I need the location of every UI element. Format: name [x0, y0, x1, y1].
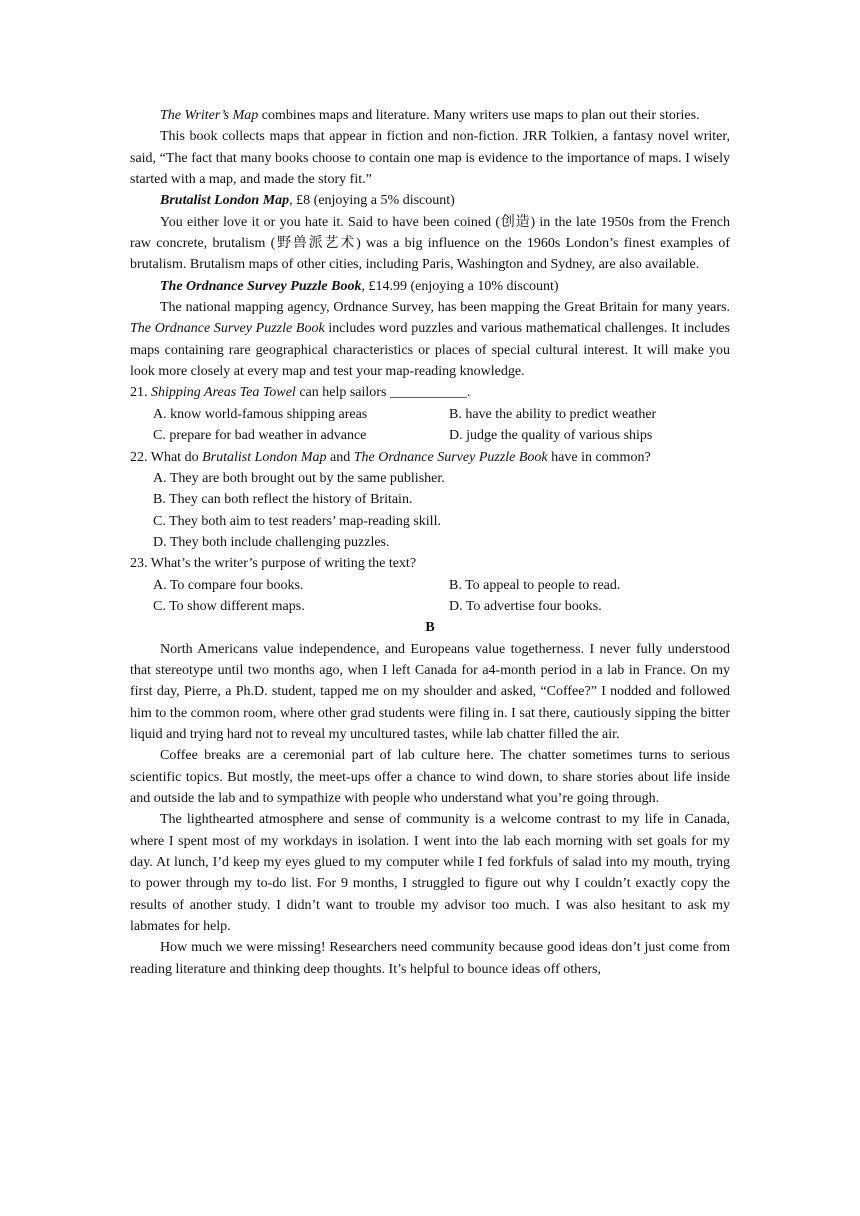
- paragraph: You either love it or you hate it. Said to have been coined (创造) in the late 1950s from the French raw concrete, brutalism (野兽派艺术) was a big influence on the 1960s London’s finest examples of brutalism. Brutalism maps of other cities, including Paris, Washington and Sydney, are also available.: [130, 214, 730, 273]
- question-23: 23. What’s the writer’s purpose of writing the text?: [130, 556, 417, 572]
- option: B. To appeal to people to read.: [449, 577, 621, 593]
- paragraph: North Americans value independence, and Europeans value togetherness. I never fully understood that stereotype until two months ago, when I left Canada for a4-month period in a lab in France. On my first day, Pierre, a Ph.D. student, tapped me on my shoulder and asked, “Coffee?” I nodded and followed him to the common room, where other grad students were filing in. I sat there, cautiously sipping the bitter liquid and trying hard not to reveal my uncultured tastes, while lab chatter filled the air.: [130, 641, 730, 742]
- option: A. They are both brought out by the same publisher.: [153, 470, 445, 486]
- option: B. have the ability to predict weather: [449, 406, 657, 422]
- option: D. They both include challenging puzzles.: [153, 534, 390, 550]
- paragraph: The lighthearted atmosphere and sense of community is a welcome contrast to my life in Canada, where I spent most of my workdays in isolation. I went into the lab each morning with set goals for my day. At lunch, I’d keep my eyes glued to my computer while I fed forkfuls of salad into my mouth, trying to power through my to-do list. For 9 months, I struggled to figure out why I couldn’t exactly copy the results of another study. I didn’t want to trouble my advisor too much. I was also hesitant to ask my labmates for help.: [130, 812, 730, 935]
- paragraph: The national mapping agency, Ordnance Survey, has been mapping the Great Britain for many years. The Ordnance Survey Puzzle Book includes word puzzles and various mathematical challenges. It includes maps containing rare geographical characteristics or places of special cultural interest. It will make you look more closely at every map and test your map-reading knowledge.: [130, 300, 730, 380]
- option: C. They both aim to test readers’ map-reading skill.: [153, 513, 441, 529]
- paragraph: The Writer’s Map combines maps and literature. Many writers use maps to plan out their stories.: [160, 108, 700, 123]
- paragraph: This book collects maps that appear in fiction and non-fiction. JRR Tolkien, a fantasy novel writer, said, “The fact that many books choose to contain one map is evidence to the importance of maps. I wisely started with a map, and made the story fit.”: [130, 129, 730, 188]
- document-page: [130, 105, 730, 980]
- options-row: [130, 404, 730, 425]
- question-21: 21. Shipping Areas Tea Towel can help sailors ___________.: [130, 385, 471, 401]
- option: C. prepare for bad weather in advance: [153, 428, 367, 444]
- paragraph: How much we were missing! Researchers need community because good ideas don’t just come from reading literature and thinking deep thoughts. It’s helpful to bounce ideas off others,: [130, 940, 730, 977]
- paragraph: Coffee breaks are a ceremonial part of lab culture here. The chatter sometimes turns to serious scientific topics. But mostly, the meet-ups offer a chance to wind down, to share stories about life inside and outside the lab and to sympathize with people who understand what you’re going through.: [130, 748, 730, 806]
- book-title: Brutalist London Map: [160, 193, 290, 209]
- book-title: The Ordnance Survey Puzzle Book: [160, 278, 362, 294]
- option: A. To compare four books.: [153, 577, 304, 593]
- option: B. They can both reflect the history of Britain.: [153, 492, 413, 508]
- option: D. To advertise four books.: [449, 598, 602, 614]
- option: C. To show different maps.: [153, 598, 305, 614]
- option: D. judge the quality of various ships: [449, 428, 653, 444]
- book-title: The Writer’s Map: [160, 108, 259, 123]
- section-heading: B: [425, 620, 435, 636]
- options-row: [130, 596, 730, 617]
- options-row: [130, 575, 730, 596]
- book-heading: The Ordnance Survey Puzzle Book, £14.99 (enjoying a 10% discount): [160, 278, 559, 294]
- options-row: [130, 425, 730, 446]
- book-heading: Brutalist London Map, £8 (enjoying a 5% discount): [160, 193, 455, 209]
- question-22: 22. What do Brutalist London Map and The Ordnance Survey Puzzle Book have in common?: [130, 449, 651, 465]
- option: A. know world-famous shipping areas: [153, 406, 368, 422]
